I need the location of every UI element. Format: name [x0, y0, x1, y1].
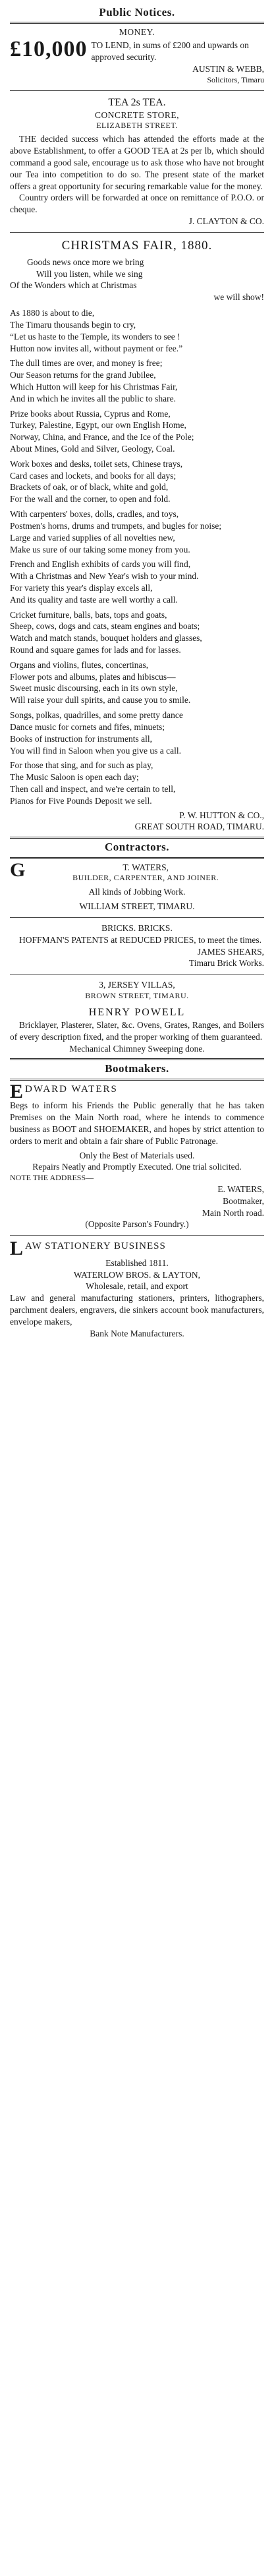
christmas-line: Organs and violins, flutes, concertinas,	[10, 659, 149, 670]
verse-line: Goods news once more we bring	[27, 256, 144, 267]
bricks-signer: JAMES SHEARS,	[197, 946, 264, 957]
edward-waters-notice	[10, 1083, 264, 1230]
christmas-line: Round and square games for lads and for lasses.	[10, 645, 181, 655]
christmas-line: Songs, polkas, quadrilles, and some pretty dance	[10, 710, 183, 721]
law-line2: Law and general manufacturing stationers, printers, lithographers, parchment dealers, engravers, die sinkers account book manufacturers, envelope makers,	[10, 1293, 264, 1327]
edward-note: NOTE THE ADDRESS—	[10, 1173, 94, 1183]
waters-trade: BUILDER, CARPENTER, AND JOINER.	[72, 873, 219, 883]
money-signer: AUSTIN & WEBB,	[192, 63, 264, 74]
edward-line1: Only the Best of Materials used.	[79, 1150, 195, 1160]
christmas-line: Will raise your dull spirits, and cause you to smile.	[10, 695, 191, 705]
christmas-line: Postmen's horns, drums and trumpets, and bugles for noise;	[10, 520, 222, 531]
verse-line: we will show!	[213, 292, 264, 303]
law-line1: Wholesale, retail, and export	[86, 1281, 188, 1292]
christmas-line: Brackets of oak, or of black, white and gold,	[10, 482, 169, 493]
christmas-line: Watch and match stands, bouquet holders and glasses,	[10, 633, 202, 644]
christmas-title: CHRISTMAS FAIR, 1880.	[61, 238, 213, 253]
christmas-line: The dull times are over, and money is free;	[10, 358, 163, 369]
christmas-lines	[10, 307, 264, 807]
powell-notice	[10, 979, 264, 1054]
section-heading-bootmakers: Bootmakers.	[10, 1058, 264, 1080]
tea-signer: J. CLAYTON & CO.	[188, 216, 264, 226]
bricks-body: HOFFMAN'S PATENTS at REDUCED PRICES, to meet the times.	[19, 934, 261, 945]
villas-title: 3, JERSEY VILLAS,	[99, 980, 175, 990]
christmas-line: With carpenters' boxes, dolls, cradles, and toys,	[10, 509, 179, 520]
christmas-line: Make us sure of our taking some money from you.	[10, 544, 190, 554]
christmas-line: Large and varied supplies of all novelties new,	[10, 532, 175, 543]
christmas-line: And in which he invites all the public to share.	[10, 393, 176, 404]
edward-opposite: (Opposite Parson's Foundry.)	[85, 1219, 189, 1230]
money-amount: £10,000	[10, 37, 88, 62]
edward-body: Begs to inform his Friends the Public generally that he has taken Premises on the Main North road, where he intends to commence business as BOOT and SHOEMAKER, and hopes by strict attention to orders to merit and obtain a fair share of Public Patronage.	[10, 1100, 264, 1146]
christmas-line: Our Season returns for the grand Jubilee,	[10, 370, 156, 380]
christmas-line: You will find in Saloon when you give us a call.	[10, 745, 181, 756]
christmas-line: For the wall and the corner, to open and fold.	[10, 494, 171, 504]
waters-address: WILLIAM STREET, TIMARU.	[79, 901, 195, 912]
tea-title: TEA 2s TEA.	[108, 96, 166, 108]
section-heading-public-notices: Public Notices.	[10, 4, 264, 24]
law-line3: Bank Note Manufacturers.	[90, 1328, 184, 1338]
christmas-line: French and English exhibits of cards you will find,	[10, 559, 191, 570]
christmas-line: Sweet music discoursing, each in its own style,	[10, 683, 178, 694]
christmas-fair-notice	[10, 237, 264, 833]
divider	[10, 917, 264, 918]
dropcap-letter: L	[10, 1240, 24, 1257]
waters-line: All kinds of Jobbing Work.	[88, 887, 186, 897]
dropcap-letter: G	[10, 861, 26, 881]
verse-line: Of the Wonders which at Christmas	[10, 280, 137, 291]
christmas-line: As 1880 is about to die,	[10, 308, 95, 318]
christmas-line: Flower pots and albums, plates and hibiscus—	[10, 671, 176, 682]
law-firm: WATERLOW BROS. & LAYTON,	[73, 1269, 201, 1280]
divider	[10, 232, 264, 233]
christmas-line: Then call and inspect, and we're certain to tell,	[10, 783, 176, 794]
waters-name: T. WATERS,	[123, 862, 169, 872]
law-est: Established 1811.	[105, 1257, 169, 1268]
dropcap-letter: E	[10, 1083, 24, 1100]
christmas-line: Sheep, cows, dogs and cats, steam engines and boats;	[10, 621, 200, 632]
edward-line2: Repairs Neatly and Promptly Executed. One trial solicited.	[32, 1162, 242, 1172]
christmas-line: Dance music for cornets and fifes, minuets;	[10, 721, 165, 732]
christmas-line: Which Hutton will keep for his Christmas Fair,	[10, 381, 178, 392]
christmas-line: The Music Saloon is open each day;	[10, 772, 139, 783]
law-stationery-notice	[10, 1240, 264, 1339]
edward-signer: E. WATERS,	[217, 1184, 264, 1194]
christmas-line: With a Christmas and New Year's wish to your mind.	[10, 571, 199, 582]
christmas-line: About Mines, Gold and Silver, Geology, Coal.	[10, 444, 175, 454]
christmas-line: Cricket furniture, balls, bats, tops and goats,	[10, 609, 167, 620]
tea-store: CONCRETE STORE,	[94, 109, 179, 120]
tea-body: THE decided success which has attended the efforts made at the above Establishment, to offer a GOOD TEA at 2s per lb, which should command a good sale, encourage us to ask those who have not brought our Tea into competition to do so. The present state of the market offers a great opportunity for securing remarkable value for the money.	[10, 134, 264, 191]
christmas-line: Turkey, Palestine, Egypt, our own English Home,	[10, 420, 186, 431]
tea-street: ELIZABETH STREET.	[96, 121, 178, 131]
money-text: TO LEND, in sums of £200 and upwards on approved security.	[91, 40, 249, 63]
money-notice	[10, 26, 264, 85]
christmas-line: Prize books about Russia, Cyprus and Rome,	[10, 408, 171, 419]
christmas-signer: P. W. HUTTON & CO.,	[179, 810, 264, 820]
bricks-title: BRICKS. BRICKS.	[101, 922, 173, 933]
divider	[10, 1235, 264, 1236]
christmas-line: For variety this year's display excels all,	[10, 582, 153, 593]
christmas-line: Work boxes and desks, toilet sets, Chinese trays,	[10, 458, 183, 469]
christmas-line: And its quality and taste are well worthy a call.	[10, 594, 178, 605]
christmas-line: Card cases and lockets, and books for all days;	[10, 470, 177, 481]
newspaper-column	[10, 0, 264, 1346]
christmas-line: For those that sing, and for such as play,	[10, 760, 153, 771]
christmas-address: GREAT SOUTH ROAD, TIMARU.	[134, 822, 264, 832]
christmas-line: Norway, China, and France, and the Ice of the Pole;	[10, 432, 194, 442]
money-title: MONEY.	[119, 27, 155, 38]
law-title: AW STATIONERY BUSINESS	[25, 1241, 166, 1252]
verse-line: Will you listen, while we sing	[36, 268, 143, 279]
tea-orders: Country orders will be forwarded at once on remittance of P.O.O. or cheque.	[10, 193, 264, 215]
edward-signer-title: Bootmaker,	[223, 1195, 264, 1206]
christmas-verse	[10, 256, 264, 303]
divider	[10, 90, 264, 91]
bricks-signer-title: Timaru Brick Works.	[188, 958, 264, 969]
section-heading-contractors: Contractors.	[10, 837, 264, 858]
powell-line: Mechanical Chimney Sweeping done.	[69, 1043, 205, 1054]
money-amount-row	[10, 38, 264, 63]
powell-name: HENRY POWELL	[88, 1006, 186, 1018]
christmas-line: Hutton now invites all, without payment or fee.”	[10, 343, 183, 353]
christmas-line: Books of instruction for instruments all,	[10, 733, 152, 744]
powell-body: Bricklayer, Plasterer, Slater, &c. Ovens, Grates, Ranges, and Boilers of every description fixed, and the proper working of them guaranteed.	[10, 1019, 264, 1042]
edward-name: DWARD WATERS	[25, 1083, 118, 1094]
money-signer-title: Solicitors, Timaru	[207, 75, 264, 84]
bricks-notice	[10, 922, 264, 969]
tea-notice	[10, 96, 264, 227]
christmas-line: Pianos for Five Pounds Deposit we sell.	[10, 795, 152, 806]
edward-signer-road: Main North road.	[202, 1207, 264, 1218]
villas-street: BROWN STREET, TIMARU.	[85, 990, 189, 1000]
christmas-line: “Let us haste to the Temple, its wonders to see !	[10, 331, 180, 342]
christmas-line: The Timaru thousands begin to cry,	[10, 319, 136, 330]
waters-notice	[10, 862, 264, 913]
